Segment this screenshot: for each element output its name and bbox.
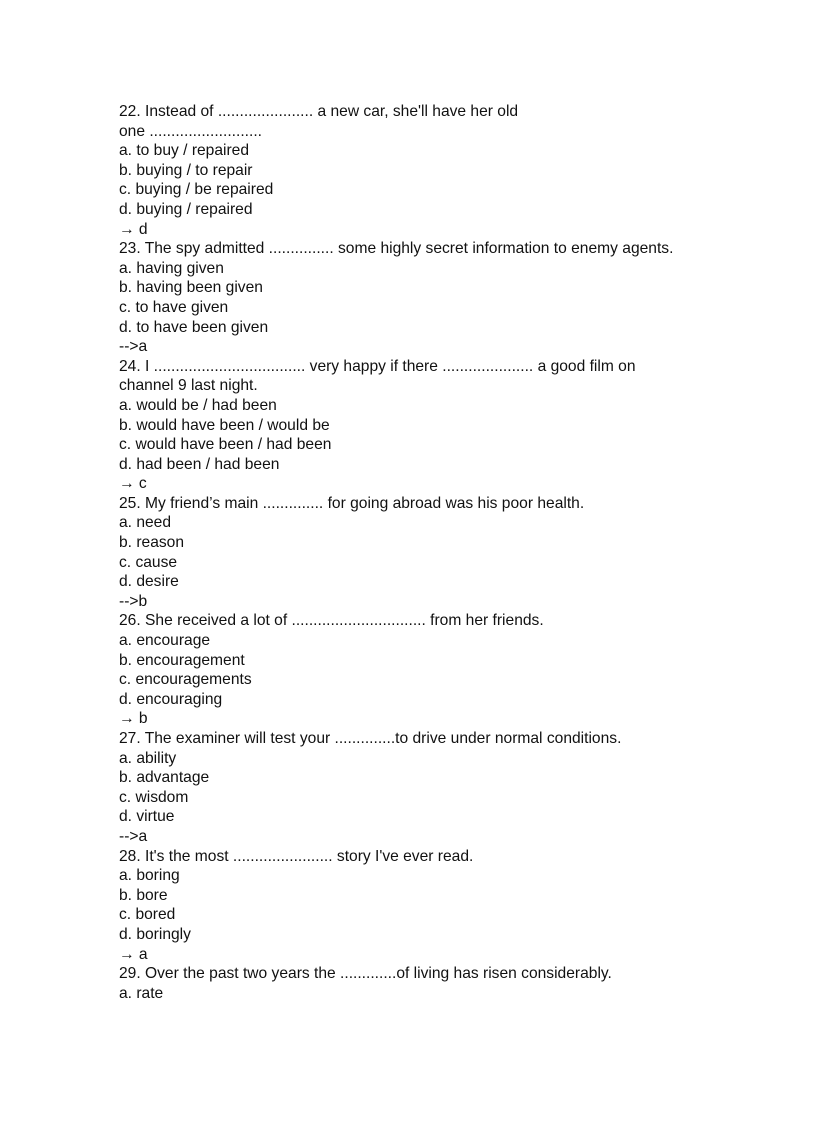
q25-option-c: c. cause	[119, 553, 178, 571]
q28-option-a: a. boring	[119, 867, 180, 885]
q24-option-b: b. would have been / would be	[119, 416, 330, 434]
q25-option-b: b. reason	[119, 534, 185, 552]
q22-option-c: c. buying / be repaired	[119, 181, 274, 199]
q23-option-a: a. having given	[119, 259, 224, 277]
q28-question: 28. It's the most ....................... story I've ever read.	[119, 847, 474, 865]
q26-option-a: a. encourage	[119, 632, 211, 650]
q27-answer: -->a	[119, 827, 148, 845]
q26-option-d: d. encouraging	[119, 690, 223, 708]
q26-option-b: b. encouragement	[119, 651, 245, 669]
q25-option-d: d. desire	[119, 573, 179, 591]
q22-question-line-1: 22. Instead of ...................... a new car, she'll have her old	[119, 103, 519, 120]
q27-option-d: d. virtue	[119, 808, 175, 826]
q28-answer: → a	[119, 945, 148, 963]
q23-option-c: c. to have given	[119, 298, 229, 316]
q23-option-b: b. having been given	[119, 279, 263, 297]
q24-answer: → c	[119, 475, 147, 493]
q28-option-b: b. bore	[119, 886, 168, 904]
q28-option-d: d. boringly	[119, 925, 191, 943]
q26-answer: → b	[119, 710, 148, 728]
q25-question: 25. My friend’s main .............. for going abroad was his poor health.	[119, 494, 585, 512]
q28-option-c: c. bored	[119, 906, 176, 924]
q27-option-a: a. ability	[119, 749, 177, 767]
q24-option-a: a. would be / had been	[119, 396, 277, 414]
q25-option-a: a. need	[119, 514, 172, 532]
q26-option-c: c. encouragements	[119, 671, 252, 689]
q24-question-line-2: channel 9 last night.	[119, 377, 258, 395]
q23-question: 23. The spy admitted ............... some highly secret information to enemy agents.	[119, 240, 674, 258]
q27-option-c: c. wisdom	[119, 788, 189, 806]
q24-option-d: d. had been / had been	[119, 455, 280, 473]
q24-option-c: c. would have been / had been	[119, 436, 332, 454]
document-page	[119, 102, 779, 1003]
q29-option-a: a. rate	[119, 984, 164, 1002]
q22-option-a: a. to buy / repaired	[119, 142, 250, 160]
q23-option-d: d. to have been given	[119, 318, 269, 336]
q22-question-line-2: one ..........................	[119, 122, 262, 140]
q27-option-b: b. advantage	[119, 769, 210, 787]
q25-answer: -->b	[119, 592, 148, 610]
q22-answer: → d	[119, 220, 148, 238]
q22-option-d: d. buying / repaired	[119, 200, 253, 218]
q22-option-b: b. buying / to repair	[119, 161, 253, 179]
q29-question: 29. Over the past two years the .............of living has risen considerably.	[119, 965, 612, 983]
q24-question-line-1: 24. I ................................... very happy if there ..................... a good film on	[119, 357, 636, 375]
q26-question: 26. She received a lot of ............................... from her friends.	[119, 612, 544, 630]
q23-answer: -->a	[119, 338, 148, 356]
q27-question: 27. The examiner will test your ..............to drive under normal conditions.	[119, 730, 622, 747]
